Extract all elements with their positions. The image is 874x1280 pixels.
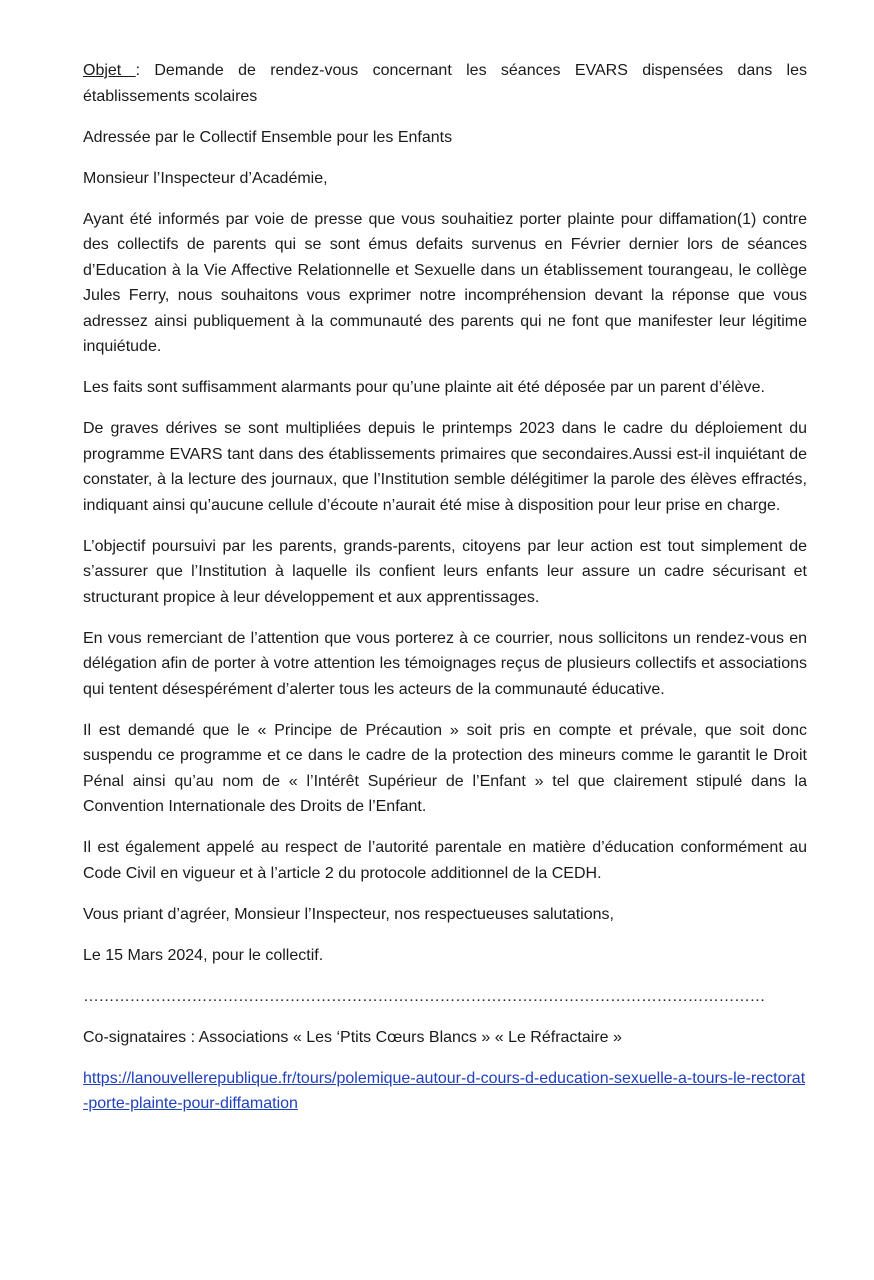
body-paragraph-1: Ayant été informés par voie de presse que vous souhaitiez porter plainte pour diffamation(1) contre des collectifs de parents qui se sont émus defaits survenus en Février dernier lors de séances d’Education à la Vie Affective Relationnelle et Sexuelle dans un établissement tourangeau, le collège Jules Ferry, nous souhaitons vous exprimer notre incompréhension devant la réponse que vous adressez ainsi publiquement à la communauté des parents qui ne font que manifester leur légitime inquiétude. [83,210,807,355]
subject-text: : Demande de rendez-vous concernant les séances EVARS dispensées dans les établissements scolaires [83,62,808,105]
body-paragraph-4: L’objectif poursuivi par les parents, grands-parents, citoyens par leur action est tout simplement de s’assurer que l’Institution à laquelle ils confient leurs enfants leur assure un cadre sécurisant et structurant propice à leur développement et aux apprentissages. [83,537,807,606]
subject-label: Objet [83,62,136,79]
salutation: Monsieur l’Inspecteur d’Académie, [83,169,328,187]
closing-line: Vous priant d’agréer, Monsieur l’Inspecteur, nos respectueuses salutations, [83,905,614,923]
separator-dots: …………………………………………………………………………………………………………………… [83,987,765,1005]
date-line: Le 15 Mars 2024, pour le collectif. [83,946,324,964]
letter-document [83,58,807,1132]
body-paragraph-5: En vous remerciant de l’attention que vous porterez à ce courrier, nous sollicitons un rendez-vous en délégation afin de porter à votre attention les témoignages reçus de plusieurs collectifs et associations qui tentent désespérément d’alerter tous les acteurs de la communauté éducative. [83,629,807,698]
body-paragraph-7: Il est également appelé au respect de l’autorité parentale en matière d’éducation conformément au Code Civil en vigueur et à l’article 2 du protocole additionnel de la CEDH. [83,839,807,882]
sender-line: Adressée par le Collectif Ensemble pour les Enfants [83,128,453,146]
cosignataires-line: Co-signataires : Associations « Les ‘Ptits Cœurs Blancs » « Le Réfractaire » [83,1028,622,1046]
body-paragraph-6: Il est demandé que le « Principe de Précaution » soit pris en compte et prévale, que soit donc suspendu ce programme et ce dans le cadre de la protection des mineurs comme le garantit le Droit Pénal ainsi qu’au nom de « l’Intérêt Supérieur de l’Enfant » tel que clairement stipulé dans la Convention Internationale des Droits de l’Enfant. [83,721,807,815]
subject-line [83,58,807,109]
body-paragraph-3: De graves dérives se sont multipliées depuis le printemps 2023 dans le cadre du déploiement du programme EVARS tant dans des établissements primaires que secondaires.Aussi est-il inquiétant de constater, à la lecture des journaux, que l’Institution semble délégitimer la parole des élèves effractés, indiquant ainsi qu’aucune cellule d’écoute n’aurait été mise à disposition pour leur prise en charge. [83,420,807,514]
source-link[interactable]: https://lanouvellerepublique.fr/tours/polemique-autour-d-cours-d-education-sexuelle-a-tours-le-rectorat-porte-plainte-pour-diffamation [83,1069,806,1112]
body-paragraph-2: Les faits sont suffisamment alarmants pour qu’une plainte ait été déposée par un parent d’élève. [83,379,765,396]
